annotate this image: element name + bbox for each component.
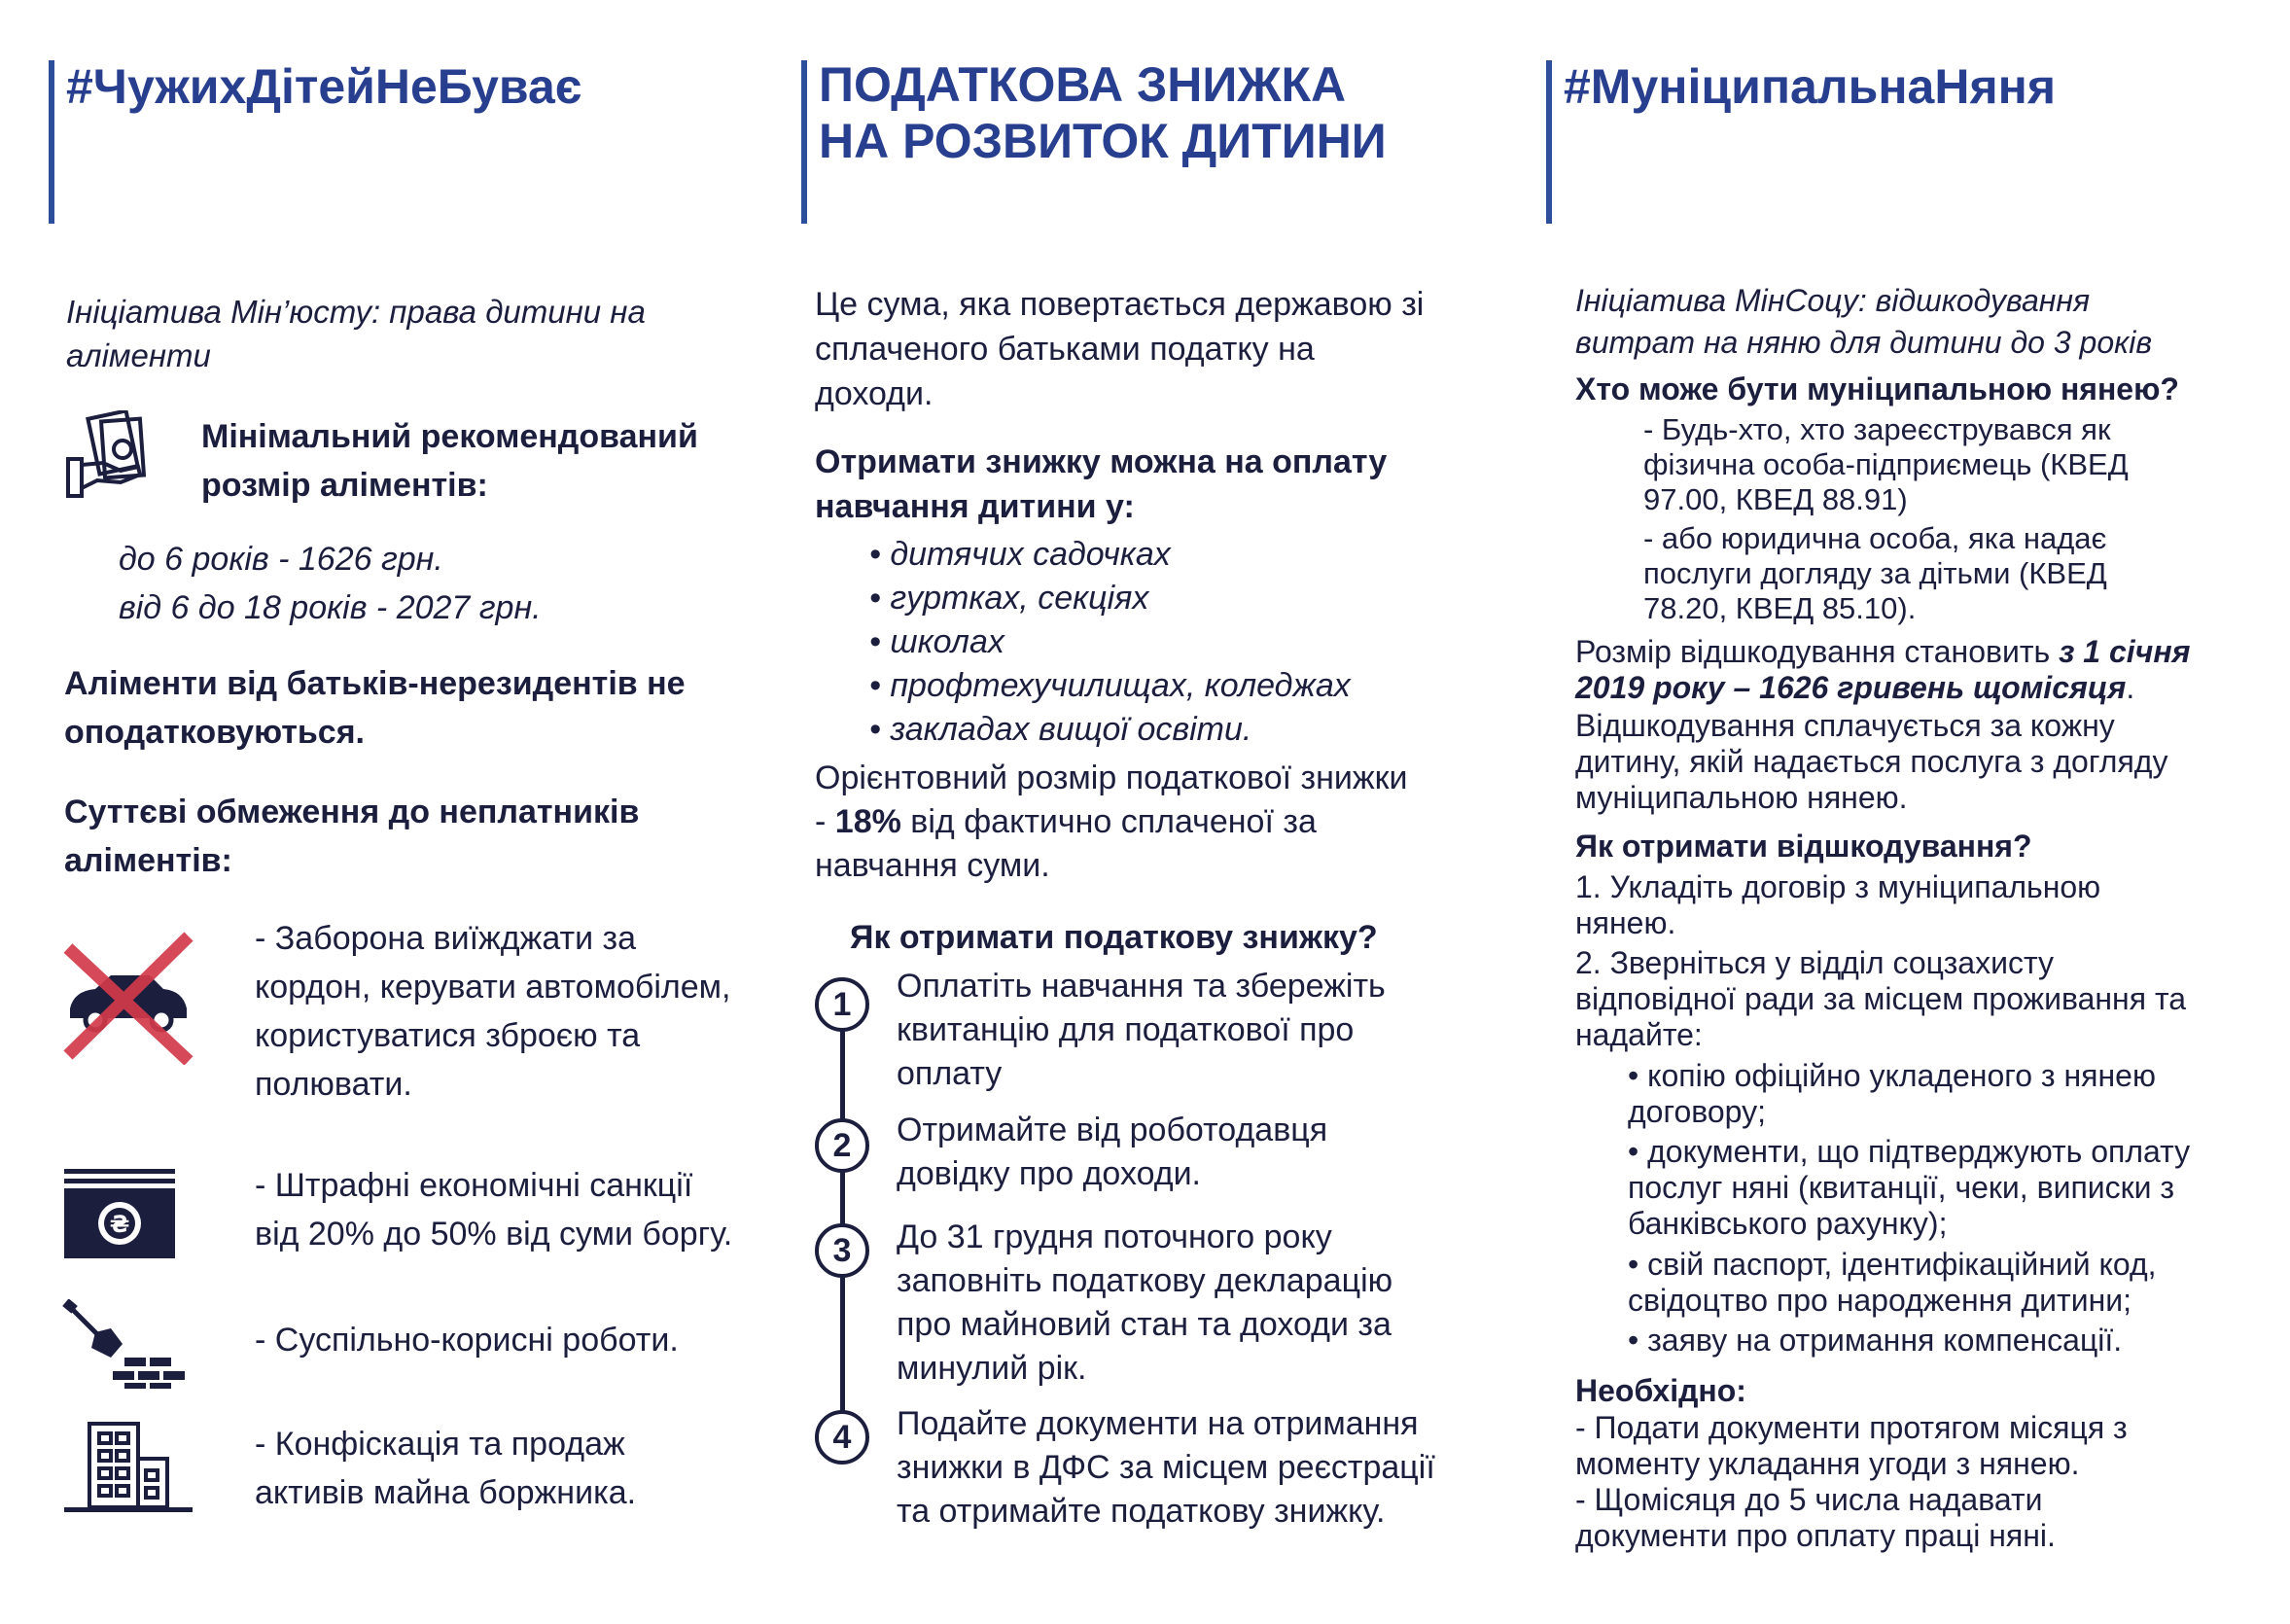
requirement-item: - Щомісяця до 5 числа надавати документи про оплату праці няні.: [1575, 1482, 2056, 1553]
document-item: • заяву на отримання компенсації.: [1628, 1323, 2123, 1358]
who-item: - або юридична особа, яка надає послуги догляду за дітьми (КВЕД 78.20, КВЕД 85.10).: [1643, 521, 2107, 625]
deduction-size-text: Орієнтовний розмір податкової знижки - 18% від фактично сплаченої за навчання суми.: [815, 759, 1408, 884]
column-title: ПОДАТКОВА ЗНИЖКА НА РОЗВИТОК ДИТИНИ: [819, 57, 1387, 168]
restriction-confiscation-text: - Конфіскація та продаж активів майна боржника.: [255, 1426, 637, 1511]
how-step: 2. Зверніться у відділ соцзахисту відповідної ради за місцем проживання та надайте:: [1575, 945, 2187, 1052]
title-accent-bar: [1546, 60, 1552, 224]
how-to-heading: Як отримати податкову знижку?: [850, 919, 1378, 956]
restrictions-heading: Суттєві обмеження до неплатників аліментів:: [64, 794, 640, 879]
document-item: • свій паспорт, ідентифікаційний код, свідоцтво про народження дитини;: [1628, 1247, 2157, 1318]
education-types-list: [869, 533, 1351, 752]
step-number: 3: [815, 1223, 869, 1278]
nonresident-note: Аліменти від батьків-нерезидентів не оподатковуються.: [64, 665, 686, 751]
restriction-fines-text: - Штрафні економічні санкції від 20% до 50% від суми боргу.: [255, 1167, 733, 1253]
compensation-amount-text: Розмір відшкодування становить з 1 січня 2019 року – 1626 гривень щомісяця.: [1575, 634, 2191, 705]
column-tax-deduction: [778, 0, 1546, 1624]
step-text: Отримайте від роботодавця довідку про доходи.: [897, 1112, 1328, 1192]
restriction-community-work-text: - Суспільно-корисні роботи.: [255, 1322, 679, 1359]
svg-text:₴: ₴: [109, 1211, 130, 1238]
building-icon: [64, 1420, 193, 1513]
step-number: 4: [815, 1410, 869, 1465]
crossed-car-icon: [60, 929, 196, 1065]
step-text: До 31 грудня поточного року заповніть податкову декларацію про майновий стан та доходи за минулий рік.: [897, 1218, 1393, 1387]
document-item: • копію офіційно укладеного з нянею договору;: [1628, 1058, 2156, 1129]
list-item: • школах: [869, 623, 1004, 660]
list-item: • профтехучилищах, коледжах: [869, 667, 1351, 704]
how-to-heading: Як отримати відшкодування?: [1575, 829, 2032, 864]
compensation-paid-text: Відшкодування сплачується за кожну дитину, якій надається послуга з догляду муніципальною нянею.: [1575, 708, 2168, 815]
document-item: • документи, що підтверджують оплату послуг няні (квитанції, чеки, виписки з банківського рахунку);: [1628, 1134, 2191, 1241]
min-alimony-heading: Мінімальний рекомендований розмір аліментів:: [201, 418, 698, 504]
list-item: • гуртках, секціях: [869, 580, 1149, 617]
column-alimony: [0, 0, 778, 1624]
intro-text: Ініціатива МінСоцу: відшкодування витрат на няню для дитини до 3 років: [1575, 283, 2153, 360]
title-accent-bar: [49, 60, 54, 224]
list-item: • закладах вищої освіти.: [869, 711, 1252, 748]
how-step: 1. Укладіть договір з муніципальною нянею.: [1575, 869, 2101, 940]
alimony-amounts: до 6 років - 1626 грн. від 6 до 18 років - 2027 грн.: [119, 541, 542, 626]
restriction-travel-text: - Заборона виїжджати за кордон, керувати автомобілем, користуватися зброєю та полювати.: [255, 920, 731, 1103]
shovel-bricks-icon: [62, 1299, 189, 1389]
step-number: 2: [815, 1118, 869, 1173]
who-heading: Хто може бути муніципальною нянею?: [1575, 371, 2179, 406]
column-title: #МуніципальнаНяня: [1564, 59, 2057, 114]
intro-text: Це сума, яка повертається державою зі сплаченого батьками податку на доходи.: [815, 286, 1425, 412]
requirements-heading: Необхідно:: [1575, 1373, 1746, 1408]
title-accent-bar: [801, 60, 807, 224]
column-municipal-nanny: [1546, 0, 2290, 1624]
eligibility-heading: Отримати знижку можна на оплату навчання дитини у:: [815, 443, 1388, 525]
step-text: Оплатіть навчання та збережіть квитанцію для податкової про оплату: [897, 968, 1386, 1092]
step-number: 1: [815, 977, 869, 1032]
money-hand-icon: [64, 410, 154, 500]
who-item: - Будь-хто, хто зареєструвався як фізична особа-підприємець (КВЕД 97.00, КВЕД 88.91): [1643, 412, 2129, 516]
list-item: • дитячих садочках: [869, 536, 1171, 573]
deduction-percent: 18%: [834, 803, 901, 840]
column-title: #ЧужихДітейНеБуває: [66, 59, 582, 114]
hryvnia-banknote-icon: [64, 1169, 175, 1258]
intro-text: Ініціатива Мін’юсту: права дитини на аліменти: [66, 294, 646, 373]
requirement-item: - Подати документи протягом місяця з моменту укладання угоди з нянею.: [1575, 1410, 2128, 1481]
step-text: Подайте документи на отримання знижки в ДФС за місцем реєстрації та отримайте податкову знижку.: [897, 1405, 1435, 1530]
